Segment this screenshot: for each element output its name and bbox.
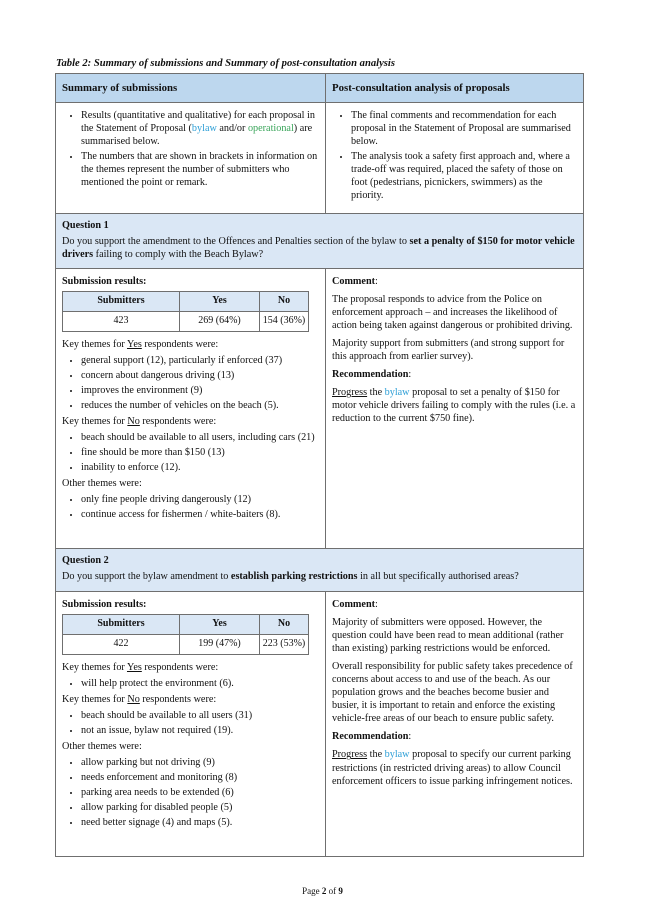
q1-comment-label: Comment: <box>332 276 378 287</box>
question-2-left <box>56 592 326 856</box>
question-1-row <box>56 213 583 268</box>
q2-yes-themes-label: Key themes for Yes respondents were: <box>62 661 219 673</box>
q2-other-themes <box>62 756 319 829</box>
list-item: • allow parking for disabled people (5) <box>81 801 319 814</box>
q1-no-themes-label: Key themes for No respondents were: <box>62 415 217 427</box>
q2-col-yes: Yes <box>180 615 260 635</box>
page-footer: Page 2 of 9 <box>302 886 343 896</box>
page-number: 2 <box>321 886 327 896</box>
page-total: 9 <box>338 886 343 896</box>
q1-yes-themes <box>62 354 319 412</box>
question-1-right <box>326 269 583 548</box>
q1-recommendation-text: Progress the bylaw proposal to set a penalty of $150 for motor vehicle drivers failing to comply with the rules (i.e. a reduction to the current $750 fine). <box>332 387 576 425</box>
q1-comment-p1: The proposal responds to advice from the Police on enforcement approach – and increases the likelihood of action being taken against dangerous or prohibited driving. <box>332 294 573 332</box>
header-summary-of-submissions: Summary of submissions <box>56 74 326 102</box>
intro-left <box>56 103 326 213</box>
q2-no-themes-label: Key themes for No respondents were: <box>62 693 217 705</box>
q1-col-no: No <box>260 292 309 312</box>
list-item: • only fine people driving dangerously (12) <box>81 493 319 506</box>
intro-row <box>56 102 583 213</box>
q2-no-themes <box>62 709 319 737</box>
intro-bullet-results: • Results (quantitative and qualitative) for each proposal in the Statement of Proposal (bylaw and/or operational) are summarised below. <box>81 109 319 148</box>
question-2-right <box>326 592 583 856</box>
q2-no-value: 223 (53%) <box>260 634 309 654</box>
operational-text: operational <box>247 123 294 135</box>
question-2-title: Question 2 <box>62 555 109 566</box>
q2-col-no: No <box>260 615 309 635</box>
q1-col-submitters: Submitters <box>63 292 180 312</box>
q1-no-value: 154 (36%) <box>260 311 309 331</box>
question-1-header <box>56 214 583 268</box>
list-item: • not an issue, bylaw not required (19). <box>81 724 319 737</box>
q1-yes-themes-label: Key themes for Yes respondents were: <box>62 338 219 350</box>
q2-results-table <box>62 614 309 655</box>
list-item: • continue access for fishermen / white-baiters (8). <box>81 508 319 521</box>
q2-comment-p1: Majority of submitters were opposed. However, the question could have been read to mean additional (rather than existing) parking restrictions would be enforced. <box>332 617 564 655</box>
intro-bullet-numbers: • The numbers that are shown in brackets in information on the themes represent the number of submitters who mentioned the point or remark. <box>81 150 319 189</box>
q2-col-submitters: Submitters <box>63 615 180 635</box>
intro-bullet-final-comments: • The final comments and recommendation for each proposal in the Statement of Proposal are summarised below. <box>351 109 577 148</box>
question-1-body <box>56 268 583 548</box>
q2-yes-value: 199 (47%) <box>180 634 260 654</box>
q1-results-table <box>62 291 309 332</box>
list-item: • allow parking but not driving (9) <box>81 756 319 769</box>
q1-no-themes <box>62 431 319 474</box>
q2-submitters-value: 422 <box>63 634 180 654</box>
q1-comment-p2: Majority support from submitters (and strong support for this approach from earlier survey). <box>332 338 565 363</box>
list-item: • beach should be available to all users (31) <box>81 709 319 722</box>
question-1-text: Do you support the amendment to the Offences and Penalties section of the bylaw to set a penalty of $150 for motor vehicle drivers failing to comply with the Beach Bylaw? <box>62 236 575 261</box>
table-caption: Table 2: Summary of submissions and Summary of post-consultation analysis <box>56 58 395 69</box>
question-2-body <box>56 591 583 856</box>
question-1-left <box>56 269 326 548</box>
list-item: • general support (12), particularly if enforced (37) <box>81 354 319 367</box>
q2-other-themes-label: Other themes were: <box>62 740 142 752</box>
header-row <box>56 74 583 102</box>
list-item: • need better signage (4) and maps (5). <box>81 816 319 829</box>
list-item: • improves the environment (9) <box>81 384 319 397</box>
question-1-title: Question 1 <box>62 220 109 231</box>
list-item: • reduces the number of vehicles on the beach (5). <box>81 399 319 412</box>
q2-comment-label: Comment: <box>332 599 378 610</box>
bylaw-link-text: bylaw <box>191 123 217 135</box>
q1-yes-value: 269 (64%) <box>180 311 260 331</box>
q2-recommendation-label: Recommendation: <box>332 731 412 743</box>
list-item: • concern about dangerous driving (13) <box>81 369 319 382</box>
header-post-consultation-analysis: Post-consultation analysis of proposals <box>326 74 583 102</box>
list-item: • beach should be available to all users, including cars (21) <box>81 431 319 444</box>
q1-col-yes: Yes <box>180 292 260 312</box>
q1-results-label: Submission results: <box>62 276 147 287</box>
q2-recommendation-text: Progress the bylaw proposal to specify our current parking restrictions (in restricted driving areas) to allow Council enforcement officers to issue parking infringement notices. <box>332 749 573 787</box>
q2-yes-themes <box>62 677 319 690</box>
question-2-row <box>56 548 583 591</box>
list-item: • parking area needs to be extended (6) <box>81 786 319 799</box>
list-item: • inability to enforce (12). <box>81 461 319 474</box>
q1-other-themes-label: Other themes were: <box>62 478 142 490</box>
intro-right <box>326 103 583 213</box>
q1-other-themes <box>62 493 319 521</box>
list-item: • fine should be more than $150 (13) <box>81 446 319 459</box>
intro-bullet-safety-first: • The analysis took a safety first approach and, where a trade-off was required, placed the safety of those on foot (pedestrians, picnickers, swimmers) as the priority. <box>351 150 577 202</box>
q1-recommendation-label: Recommendation: <box>332 369 412 381</box>
q1-submitters-value: 423 <box>63 311 180 331</box>
list-item: • will help protect the environment (6). <box>81 677 319 690</box>
list-item: • needs enforcement and monitoring (8) <box>81 771 319 784</box>
q2-comment-p2: Overall responsibility for public safety takes precedence of concerns about access to and use of the beach. As our population grows and the beaches become busier and busier, it is important to retain and enforce the existing vehicle-free areas of our beach to ensure public safety. <box>332 661 573 725</box>
summary-table <box>55 73 584 857</box>
question-2-header <box>56 549 583 591</box>
question-2-text: Do you support the bylaw amendment to establish parking restrictions in all but specifically authorised areas? <box>62 571 519 583</box>
q2-results-label: Submission results: <box>62 599 147 610</box>
